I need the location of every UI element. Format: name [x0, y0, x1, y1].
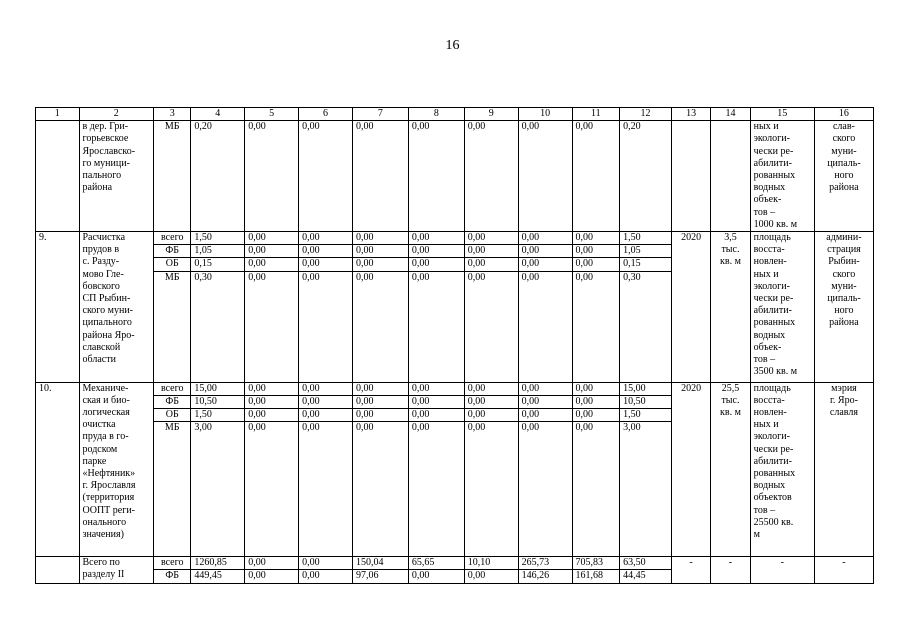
amount-cell: 0,00 — [572, 409, 620, 422]
column-number-cell: 9 — [464, 108, 518, 121]
amount-cell: 0,00 — [518, 422, 572, 557]
amount-cell: 0,15 — [620, 258, 672, 271]
amount-cell: 0,00 — [518, 271, 572, 382]
amount-cell: 0,20 — [191, 121, 245, 232]
amount-cell: 0,00 — [408, 382, 464, 395]
measure-name-cell: Механиче- ская и био- логическая очистка пруда в го- родском парке «Нефтяник» г. Ярославля (территория ООПТ реги- онального значения) — [79, 382, 154, 557]
amount-cell: 0,00 — [408, 409, 464, 422]
amount-cell: 1,05 — [191, 245, 245, 258]
amount-cell: 0,00 — [245, 422, 299, 557]
amount-cell: 0,00 — [245, 570, 299, 583]
amount-cell: 0,00 — [352, 258, 408, 271]
table-row — [36, 232, 874, 245]
amount-cell: 0,00 — [518, 395, 572, 408]
amount-cell: 0,00 — [464, 395, 518, 408]
amount-cell: 0,00 — [299, 570, 353, 583]
amount-cell: 1,50 — [191, 232, 245, 245]
amount-cell: 0,00 — [518, 232, 572, 245]
column-number-cell: 1 — [36, 108, 80, 121]
amount-cell: 1260,85 — [191, 557, 245, 570]
executor-cell: слав- ского муни- ципаль- ного района — [814, 121, 873, 232]
amount-cell: 0,00 — [299, 422, 353, 557]
amount-cell: 0,00 — [518, 245, 572, 258]
column-number-cell: 5 — [245, 108, 299, 121]
amount-cell: 44,45 — [620, 570, 672, 583]
amount-cell: 3,00 — [191, 422, 245, 557]
volume-cell: 3,5 тыс. кв. м — [711, 232, 750, 383]
column-number-cell: 12 — [620, 108, 672, 121]
amount-cell: 0,00 — [299, 409, 353, 422]
amount-cell: 0,00 — [518, 409, 572, 422]
amount-cell: 0,00 — [572, 382, 620, 395]
column-number-cell: 2 — [79, 108, 154, 121]
result-cell: площадь восста- новлен- ных и экологи- чески ре- абилити- рованных водных объектов тов – 25500 кв. м — [750, 382, 814, 557]
amount-cell: 0,15 — [191, 258, 245, 271]
funding-source-cell: МБ — [154, 271, 191, 382]
amount-cell: 0,00 — [408, 570, 464, 583]
amount-cell: 3,00 — [620, 422, 672, 557]
amount-cell: 0,00 — [299, 382, 353, 395]
column-number-cell: 4 — [191, 108, 245, 121]
amount-cell: 0,00 — [464, 245, 518, 258]
dash-cell: - — [711, 557, 750, 583]
amount-cell: 0,00 — [464, 409, 518, 422]
amount-cell: 0,00 — [518, 382, 572, 395]
amount-cell: 0,00 — [299, 121, 353, 232]
amount-cell: 0,00 — [572, 395, 620, 408]
amount-cell: 10,10 — [464, 557, 518, 570]
column-number-cell: 13 — [671, 108, 710, 121]
amount-cell: 449,45 — [191, 570, 245, 583]
amount-cell: 97,06 — [352, 570, 408, 583]
funding-source-cell: всего — [154, 557, 191, 570]
column-number-cell: 7 — [352, 108, 408, 121]
funding-source-cell: ФБ — [154, 245, 191, 258]
amount-cell: 0,00 — [352, 245, 408, 258]
amount-cell: 0,00 — [245, 271, 299, 382]
funding-source-cell: ОБ — [154, 258, 191, 271]
amount-cell: 0,00 — [299, 258, 353, 271]
executor-cell: админи- страция Рыбин- ского муни- ципаль- ного района — [814, 232, 873, 383]
amount-cell: 0,00 — [299, 232, 353, 245]
measure-name-cell: в дер. Гри- горьевское Ярославско- го муници- пального района — [79, 121, 154, 232]
amount-cell: 161,68 — [572, 570, 620, 583]
amount-cell: 0,00 — [352, 395, 408, 408]
amount-cell: 0,00 — [464, 271, 518, 382]
amount-cell: 0,00 — [245, 409, 299, 422]
dash-cell: - — [671, 557, 710, 583]
row-number-cell: 10. — [36, 382, 80, 557]
amount-cell: 146,26 — [518, 570, 572, 583]
amount-cell: 0,00 — [464, 382, 518, 395]
row-number-cell — [36, 121, 80, 232]
column-number-cell: 10 — [518, 108, 572, 121]
funding-source-cell: ОБ — [154, 409, 191, 422]
amount-cell: 0,00 — [352, 271, 408, 382]
dash-cell: - — [750, 557, 814, 583]
amount-cell: 0,00 — [572, 258, 620, 271]
amount-cell: 0,00 — [299, 395, 353, 408]
amount-cell: 0,00 — [408, 232, 464, 245]
amount-cell: 705,83 — [572, 557, 620, 570]
year-cell: 2020 — [671, 382, 710, 557]
amount-cell: 0,00 — [572, 232, 620, 245]
amount-cell: 0,00 — [352, 382, 408, 395]
table-row — [36, 121, 874, 232]
program-table — [35, 107, 874, 584]
column-number-cell: 8 — [408, 108, 464, 121]
amount-cell: 65,65 — [408, 557, 464, 570]
amount-cell: 0,00 — [352, 422, 408, 557]
column-number-cell: 14 — [711, 108, 750, 121]
amount-cell: 0,00 — [408, 422, 464, 557]
dash-cell: - — [814, 557, 873, 583]
amount-cell: 0,30 — [191, 271, 245, 382]
amount-cell: 0,30 — [620, 271, 672, 382]
amount-cell: 10,50 — [191, 395, 245, 408]
amount-cell: 265,73 — [518, 557, 572, 570]
amount-cell: 0,00 — [572, 121, 620, 232]
amount-cell: 1,50 — [620, 232, 672, 245]
column-number-cell: 11 — [572, 108, 620, 121]
amount-cell: 0,00 — [464, 422, 518, 557]
funding-source-cell: ФБ — [154, 395, 191, 408]
table-row — [36, 557, 874, 570]
amount-cell: 0,00 — [352, 409, 408, 422]
page-number: 16 — [445, 38, 460, 53]
amount-cell: 0,00 — [464, 570, 518, 583]
amount-cell: 0,00 — [408, 271, 464, 382]
funding-source-cell: всего — [154, 232, 191, 245]
measure-name-cell: Расчистка прудов в с. Разду- мово Гле- бовского СП Рыбин- ского муни- ципального района Яро- славской области — [79, 232, 154, 383]
amount-cell: 15,00 — [620, 382, 672, 395]
amount-cell: 0,00 — [352, 232, 408, 245]
amount-cell: 0,00 — [299, 245, 353, 258]
amount-cell: 0,00 — [408, 395, 464, 408]
year-cell: 2020 — [671, 232, 710, 383]
amount-cell: 0,00 — [572, 422, 620, 557]
amount-cell: 0,00 — [518, 258, 572, 271]
amount-cell: 0,00 — [518, 121, 572, 232]
column-number-cell: 16 — [814, 108, 873, 121]
column-number-cell: 6 — [299, 108, 353, 121]
table-row — [36, 382, 874, 395]
row-number-cell: 9. — [36, 232, 80, 383]
year-cell — [671, 121, 710, 232]
column-number-cell: 15 — [750, 108, 814, 121]
amount-cell: 0,00 — [245, 395, 299, 408]
amount-cell: 1,50 — [191, 409, 245, 422]
amount-cell: 0,00 — [464, 121, 518, 232]
funding-source-cell: МБ — [154, 422, 191, 557]
amount-cell: 0,00 — [572, 245, 620, 258]
amount-cell: 0,00 — [245, 382, 299, 395]
amount-cell: 0,00 — [245, 232, 299, 245]
executor-cell: мэрия г. Яро- славля — [814, 382, 873, 557]
amount-cell: 0,00 — [245, 245, 299, 258]
row-number-cell — [36, 557, 80, 583]
result-cell: ных и экологи- чески ре- абилити- рованных водных объек- тов – 1000 кв. м — [750, 121, 814, 232]
amount-cell: 0,00 — [299, 271, 353, 382]
funding-source-cell: всего — [154, 382, 191, 395]
amount-cell: 10,50 — [620, 395, 672, 408]
amount-cell: 15,00 — [191, 382, 245, 395]
amount-cell: 1,05 — [620, 245, 672, 258]
amount-cell: 0,00 — [572, 271, 620, 382]
amount-cell: 63,50 — [620, 557, 672, 570]
volume-cell: 25,5 тыс. кв. м — [711, 382, 750, 557]
amount-cell: 0,00 — [245, 121, 299, 232]
total-label-cell: Всего по разделу II — [79, 557, 154, 583]
amount-cell: 0,00 — [408, 258, 464, 271]
amount-cell: 150,04 — [352, 557, 408, 570]
amount-cell: 0,20 — [620, 121, 672, 232]
amount-cell: 0,00 — [464, 258, 518, 271]
column-number-cell: 3 — [154, 108, 191, 121]
header-row — [36, 108, 874, 121]
result-cell: площадь восста- новлен- ных и экологи- чески ре- абилити- рованных водных объек- тов – 3500 кв. м — [750, 232, 814, 383]
funding-source-cell: МБ — [154, 121, 191, 232]
amount-cell: 1,50 — [620, 409, 672, 422]
amount-cell: 0,00 — [245, 258, 299, 271]
amount-cell: 0,00 — [299, 557, 353, 570]
amount-cell: 0,00 — [408, 245, 464, 258]
amount-cell: 0,00 — [408, 121, 464, 232]
volume-cell — [711, 121, 750, 232]
funding-source-cell: ФБ — [154, 570, 191, 583]
amount-cell: 0,00 — [352, 121, 408, 232]
amount-cell: 0,00 — [464, 232, 518, 245]
amount-cell: 0,00 — [245, 557, 299, 570]
